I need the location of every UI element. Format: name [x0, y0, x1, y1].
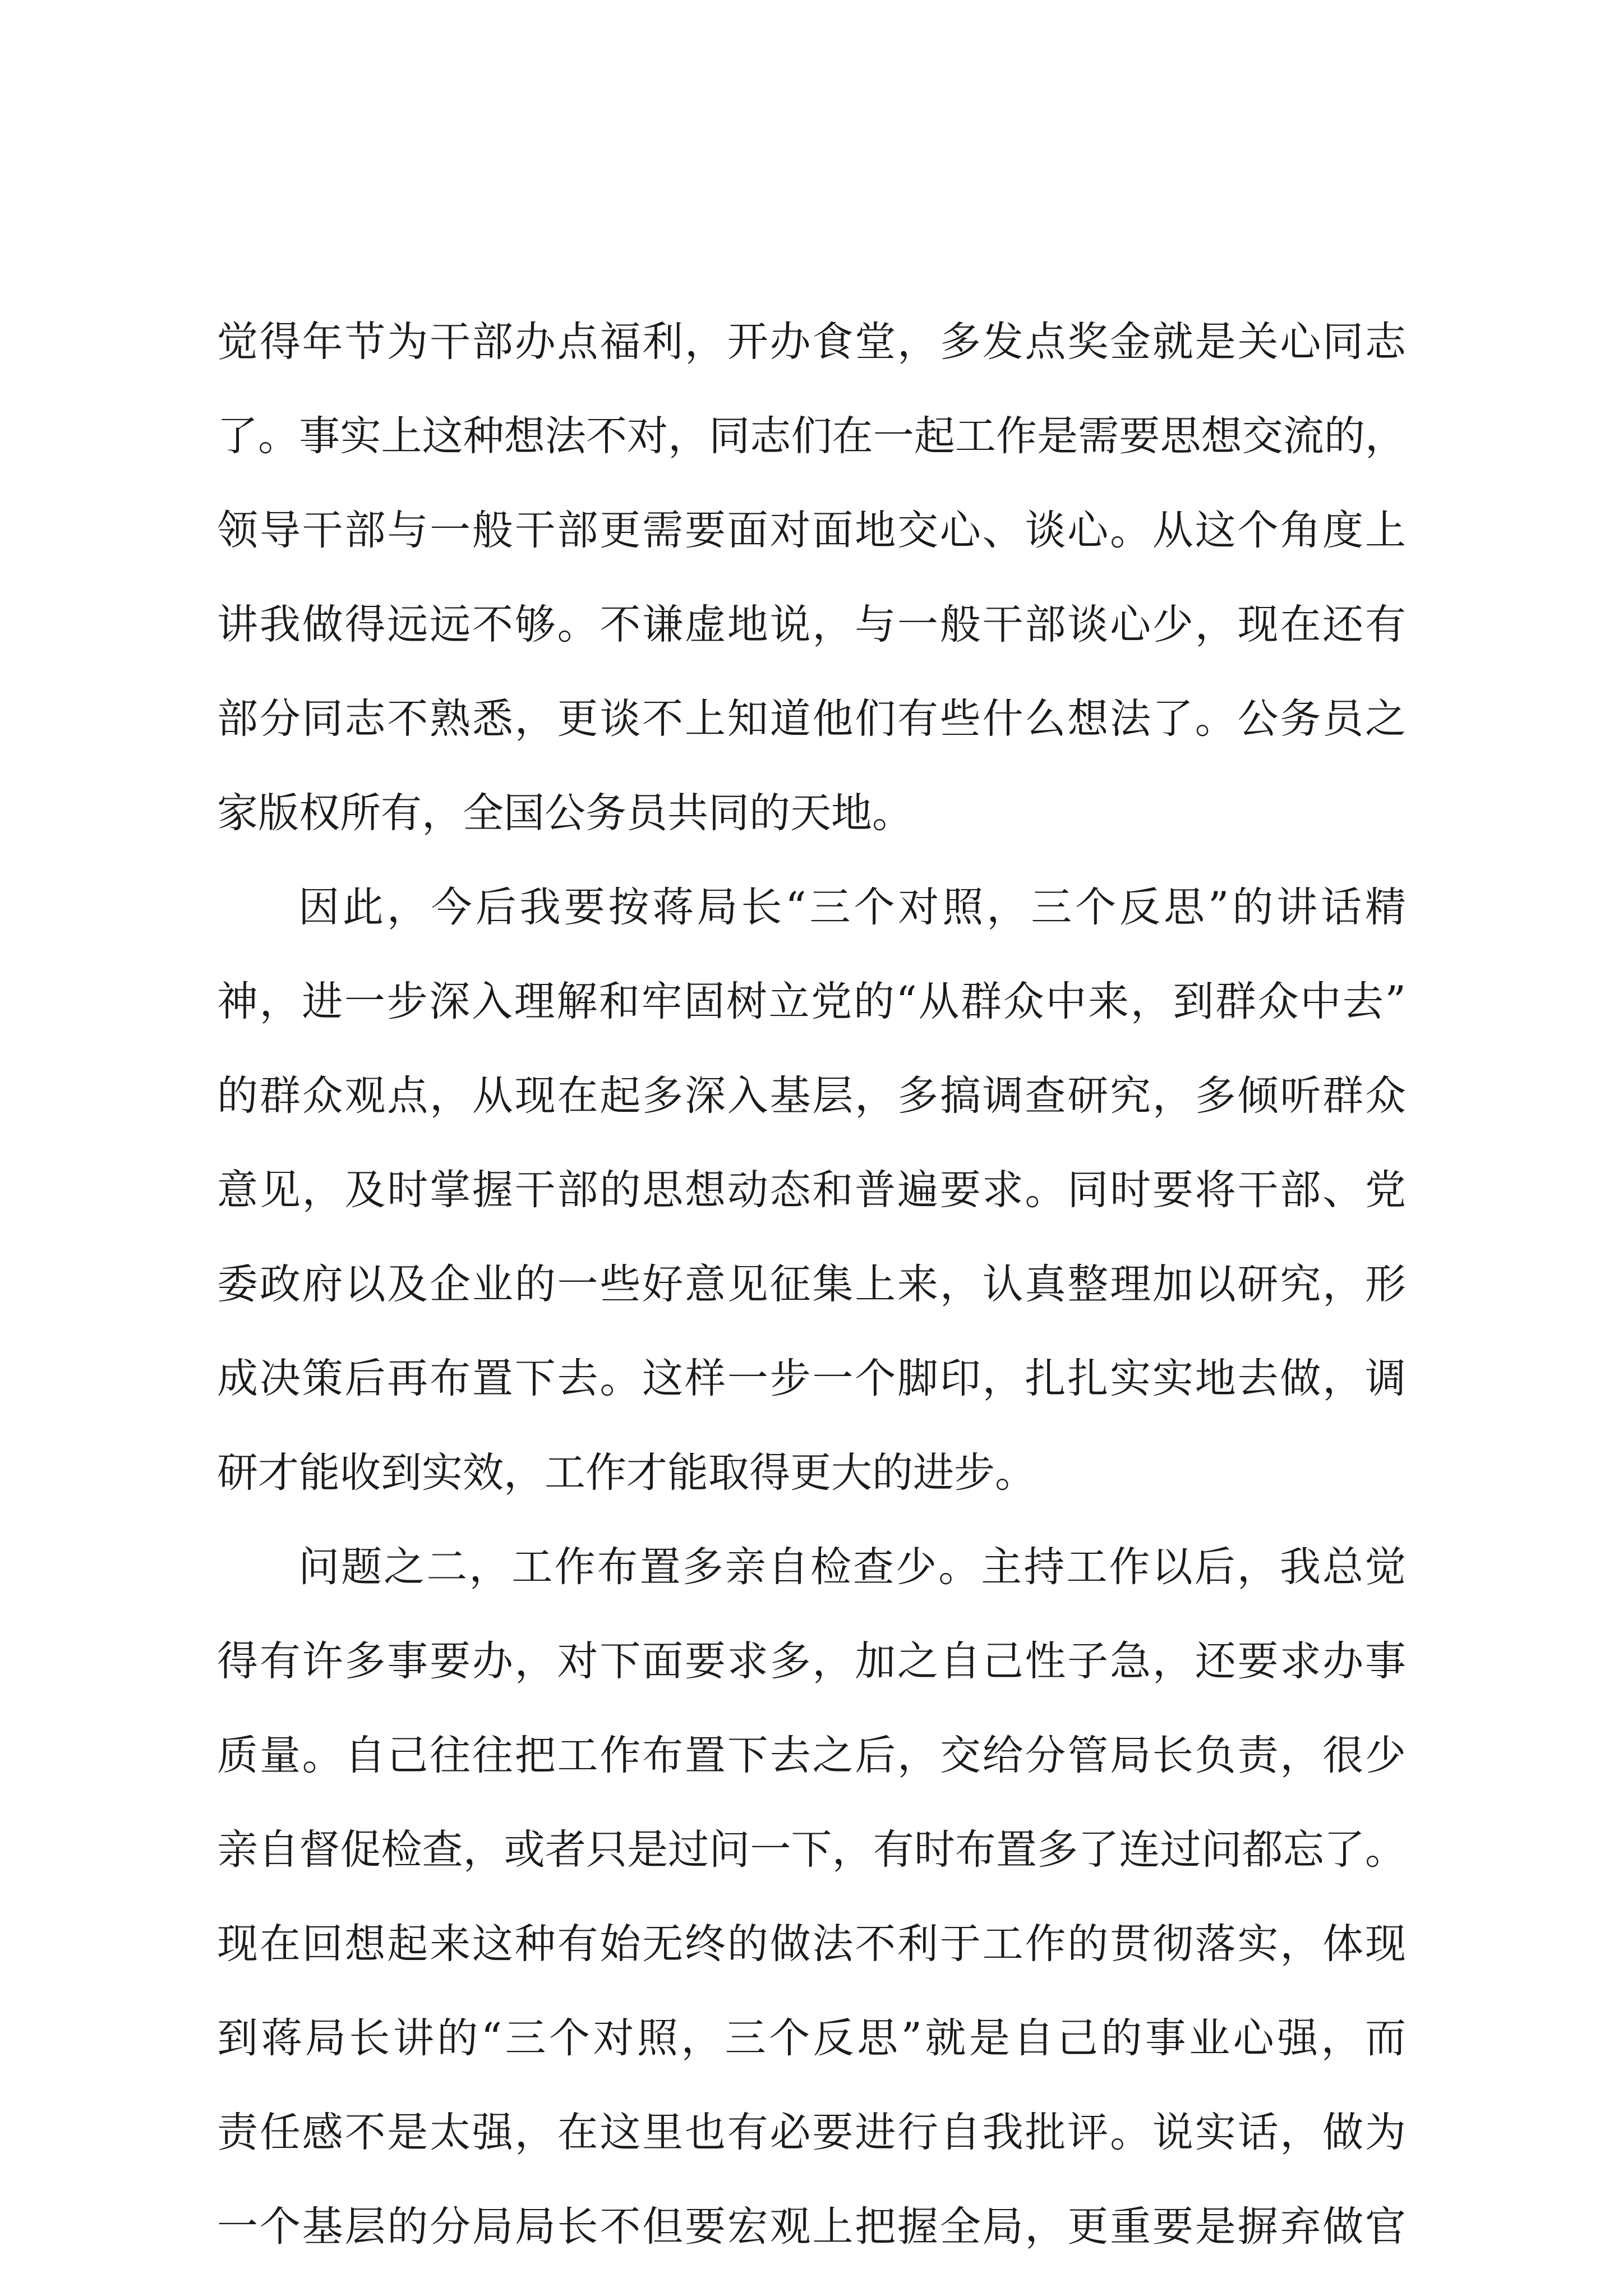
text-line: 现在回想起来这种有始无终的做法不利于工作的贯彻落实，体现: [217, 1920, 1406, 1968]
text-line: 得有许多事要办，对下面要求多，加之自己性子急，还要求办事: [217, 1637, 1406, 1685]
text-line: 研才能收到实效，工作才能取得更大的进步。: [217, 1449, 1036, 1497]
text-line: 委政府以及企业的一些好意见征集上来，认真整理加以研究，形: [217, 1260, 1406, 1308]
text-line: 责任感不是太强，在这里也有必要进行自我批评。说实话，做为: [217, 2109, 1406, 2156]
text-line: 部分同志不熟悉，更谈不上知道他们有些什么想法了。公务员之: [217, 695, 1406, 743]
text-line: 的群众观点，从现在起多深入基层，多搞调查研究，多倾听群众: [217, 1072, 1406, 1120]
text-line: 讲我做得远远不够。不谦虚地说，与一般干部谈心少，现在还有: [217, 601, 1406, 648]
paragraph-first-line: 因此，今后我要按蒋局长“三个对照，三个反思”的讲话精: [298, 884, 1406, 931]
text-line: 意见，及时掌握干部的思想动态和普遍要求。同时要将干部、党: [217, 1166, 1406, 1214]
text-line: 神，进一步深入理解和牢固树立党的“从群众中来，到群众中去”: [217, 978, 1406, 1025]
text-line: 家版权所有，全国公务员共同的天地。: [217, 789, 913, 837]
text-line: 成决策后再布置下去。这样一步一个脚印，扎扎实实地去做，调: [217, 1355, 1406, 1402]
text-line: 了。事实上这种想法不对，同志们在一起工作是需要思想交流的，: [217, 412, 1406, 460]
text-line: 觉得年节为干部办点福利，开办食堂，多发点奖金就是关心同志: [217, 318, 1406, 366]
text-line: 领导干部与一般干部更需要面对面地交心、谈心。从这个角度上: [217, 507, 1406, 554]
text-line: 一个基层的分局局长不但要宏观上把握全局，更重要是摒弃做官: [217, 2203, 1406, 2251]
paragraph-first-line: 问题之二，工作布置多亲自检查少。主持工作以后，我总觉: [298, 1543, 1406, 1591]
text-line: 亲自督促检查，或者只是过问一下，有时布置多了连过问都忘了。: [217, 1826, 1406, 1874]
text-line: 质量。自己往往把工作布置下去之后，交给分管局长负责，很少: [217, 1732, 1406, 1779]
text-line: 到蒋局长讲的“三个对照，三个反思”就是自己的事业心强，而: [217, 2014, 1406, 2062]
